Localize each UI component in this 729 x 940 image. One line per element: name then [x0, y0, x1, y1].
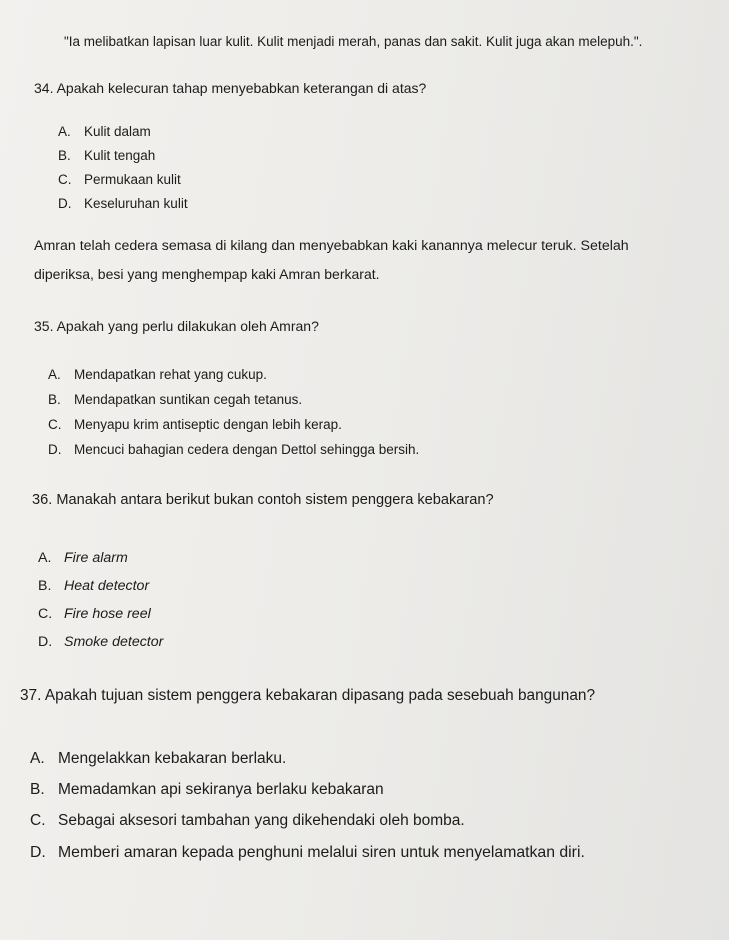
option-text: Mengelakkan kebakaran berlaku.	[58, 750, 287, 767]
question-35: 35. Apakah yang perlu dilakukan oleh Amran?	[34, 318, 319, 334]
option-letter: B.	[38, 578, 52, 594]
option-letter: A.	[30, 750, 45, 767]
passage-line-2: diperiksa, besi yang menghempap kaki Amran berkarat.	[34, 266, 380, 282]
q36-option-b	[38, 578, 149, 594]
option-letter: D.	[30, 844, 46, 861]
option-letter: C.	[38, 606, 53, 622]
q36-option-c	[38, 606, 151, 622]
q37-option-c	[30, 812, 465, 830]
option-text: Smoke detector	[64, 634, 164, 650]
question-34: 34. Apakah kelecuran tahap menyebabkan keterangan di atas?	[34, 80, 427, 96]
question-36: 36. Manakah antara berikut bukan contoh sistem penggera kebakaran?	[32, 492, 494, 508]
option-text: Memberi amaran kepada penghuni melalui siren untuk menyelamatkan diri.	[58, 844, 585, 861]
q34-option-b	[58, 148, 155, 163]
question-37: 37. Apakah tujuan sistem penggera kebakaran dipasang pada sesebuah bangunan?	[20, 687, 596, 704]
option-text: Fire alarm	[64, 550, 128, 566]
q36-option-a	[38, 550, 128, 566]
q35-option-c	[48, 417, 342, 432]
passage-line-1: Amran telah cedera semasa di kilang dan menyebabkan kaki kanannya melecur teruk. Setelah	[34, 238, 629, 254]
q34-option-a	[58, 124, 151, 139]
option-letter: B.	[30, 781, 45, 798]
option-letter: B.	[58, 148, 71, 163]
option-letter: C.	[58, 172, 72, 187]
option-letter: D.	[58, 196, 72, 211]
option-letter: A.	[38, 550, 52, 566]
option-text: Kulit dalam	[84, 124, 151, 139]
option-text: Permukaan kulit	[84, 172, 181, 187]
q37-option-a	[30, 750, 286, 768]
intro-quote: "Ia melibatkan lapisan luar kulit. Kulit menjadi merah, panas dan sakit. Kulit juga akan melepuh.".	[64, 34, 643, 49]
q37-option-d	[30, 844, 585, 862]
option-letter: A.	[58, 124, 71, 139]
option-letter: D.	[38, 634, 53, 650]
option-text: Keseluruhan kulit	[84, 196, 188, 211]
q34-option-c	[58, 172, 181, 187]
option-letter: D.	[48, 442, 62, 457]
option-text: Mendapatkan rehat yang cukup.	[74, 367, 267, 382]
option-text: Heat detector	[64, 578, 150, 594]
q35-option-b	[48, 392, 302, 407]
option-text: Menyapu krim antiseptic dengan lebih kerap.	[74, 417, 342, 432]
q34-option-d	[58, 196, 188, 211]
q37-option-b	[30, 781, 384, 799]
q35-option-d	[48, 442, 419, 457]
option-letter: C.	[30, 812, 46, 829]
option-text: Mencuci bahagian cedera dengan Dettol sehingga bersih.	[74, 442, 420, 457]
option-letter: B.	[48, 392, 61, 407]
option-text: Sebagai aksesori tambahan yang dikehendaki oleh bomba.	[58, 812, 465, 829]
option-letter: C.	[48, 417, 62, 432]
option-text: Memadamkan api sekiranya berlaku kebakaran	[58, 781, 384, 798]
q35-option-a	[48, 367, 267, 382]
q36-option-d	[38, 634, 163, 650]
option-letter: A.	[48, 367, 61, 382]
option-text: Mendapatkan suntikan cegah tetanus.	[74, 392, 303, 407]
option-text: Kulit tengah	[84, 148, 156, 163]
option-text: Fire hose reel	[64, 606, 151, 622]
